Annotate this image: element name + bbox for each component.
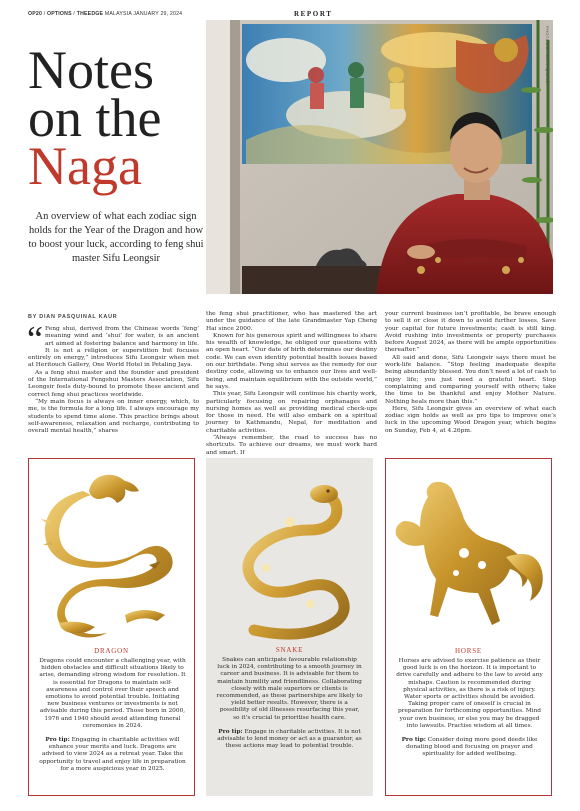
paragraph: your current business isn’t profitable, be brave enough to sell it or close it down to avoid further losses. Save your capital for future investments; cash is still king. Avoid rushing into investments or property purchases before August 2024, as there will be ample opportunities thereafter.”	[385, 311, 556, 354]
pro-tip-text: Engaging in charitable activities will enhance your merits and luck. Dragons are advised to view 2024 as a retreat year. Take the opportunity to travel and enjoy life in preparation for a more auspicious year in 2025.	[39, 737, 186, 772]
pro-tip-text: Engage in charitable activities. It is not advisable to lend money or act as a guarantor, as these actions may lead to potential trouble.	[217, 728, 362, 750]
pro-tip-label: Pro tip:	[218, 728, 243, 735]
zodiac-title: DRAGON	[94, 647, 129, 655]
zodiac-title: HORSE	[455, 647, 482, 655]
folio-separator: /	[42, 11, 48, 17]
pro-tip	[216, 729, 363, 751]
paragraph: All said and done, Sifu Leongsir says there must be work-life balance. “Stop feeling inadequate despite being abundantly blessed. You don’t need a lot of cash to enjoy life; you just need a grateful heart. Stop complaining and comparing yourself with others; take the time to be thankful and enjoy Mother Nature. Nothing heals more than this.”	[385, 354, 556, 405]
zodiac-forecast: Dragons could encounter a challenging year, with hidden obstacles and difficult situations likely to arise, demanding strong wisdom for resolution. It is essential for Dragons to maintain self-awareness and control over their speech and emotions to avoid potential trouble. Initiating new business ventures or investments is not advisable during this period. Those born in 2000, 1976 and 1940 should avoid attending funeral ceremonies in 2024.	[39, 658, 186, 729]
zodiac-panel-dragon	[28, 458, 195, 796]
paragraph: “My main focus is always on inner energy, which, to me, is the formula for a long life. I always encourage my students to spend time alone. This practice brings about self-awareness, relaxation and recharge, contributing to overall mental health,” shares	[28, 398, 199, 435]
page-header	[28, 8, 552, 20]
pro-tip-label: Pro tip:	[45, 737, 70, 744]
lead-photo	[206, 20, 553, 294]
zodiac-panel-snake	[206, 458, 373, 796]
paragraph: This year, Sifu Leongsir will continue his charity work, particularly focusing on repairing orphanages and nursing homes as well as providing medical check-ups for those in need. He will also embark on a spiritual journey to Kathmandu, Nepal, for meditation and charitable activities.	[206, 391, 377, 434]
section-label: OPTIONS	[47, 11, 72, 17]
portrait-illustration	[206, 20, 553, 294]
edition-label: MALAYSIA	[104, 11, 132, 17]
folio-separator: /	[71, 11, 77, 17]
folio	[28, 11, 182, 17]
pro-tip	[39, 737, 186, 773]
body-column-3	[385, 311, 556, 435]
section-heading: REPORT	[294, 10, 333, 18]
zodiac-description	[39, 658, 186, 773]
paragraph: As a feng shui master and the founder and president of the International Fengshui Masters Association, Sifu Leongsir feels duty-bound to promote these ancient and correct feng shui practices worldwide.	[28, 369, 199, 398]
page-number: OP20	[28, 11, 43, 17]
quote-mark-icon: “	[27, 319, 43, 359]
photo-credit: PHOTOS BY SHAFIQ ZAIDI	[545, 26, 550, 86]
headline	[28, 40, 204, 196]
horse-icon	[386, 465, 550, 641]
pro-tip-text: Consider doing more good deeds like donating blood and focusing on prayer and spirituality for added wellbeing.	[406, 737, 538, 758]
zodiac-forecast: Horses are advised to exercise patience as their good luck is on the horizon. It is important to drive carefully and adhere to the law to avoid any mishaps. Caution is recommended during physical activities, as there is a risk of injury. Water sports or activities should be avoided. Taking proper care of oneself is crucial in preparation for forthcoming opportunities. Mind your own business, or else you may be dragged into lawsuits. Practise wisdom at all times.	[396, 658, 543, 729]
standfirst: An overview of what each zodiac sign holds for the Year of the Dragon and how to boost your luck, according to feng shui master Sifu Leongsir	[28, 211, 204, 264]
paragraph: Known for his generous spirit and willingness to share his wealth of knowledge, he obliged our questions with an open heart. “Our date of birth determines our destiny code. We can even identify potential health issues based on our birthdate. Feng shui serves as the remedy for our destiny code, allowing us to enhance our lives and well-being, and maintain equilibrium with the outside world,” he says.	[206, 332, 377, 390]
headline-line-3: Naga	[28, 136, 142, 196]
byline: BY DIAN PASQUINAL KAUR	[28, 314, 118, 320]
zodiac-title: SNAKE	[275, 646, 304, 654]
snake-icon	[206, 464, 373, 640]
headline-line-2: on the	[28, 88, 162, 148]
issue-date: JANUARY 29, 2024	[133, 11, 183, 17]
paragraph: Feng shui, derived from the Chinese words ‘feng’ meaning wind and ‘shui’ for water, is an ancient art aimed at fostering balance and harmony in life. It is not a religion or superstition but focuses entirely on energy,” introduces Sifu Leongsir when met at Heritouch Gallery, One World Hotel in Petaling Jaya.	[28, 326, 199, 369]
paragraph: Here, Sifu Leongsir gives an overview of what each zodiac sign holds as well as pro tips to improve one’s luck in the upcoming Wood Dragon year, which begins on Sunday, Feb 4, at 4.26pm.	[385, 405, 556, 434]
zodiac-forecast: Snakes can anticipate favourable relationship luck in 2024, contributing to a smooth journey in career and business. It is advisable for them to maintain humility and friendliness. Collaborating closely with male superiors or clients is recommended, as these partnerships are likely to yield better results. However, there is a possibility of old illnesses resurfacing this year, so it’s crucial to prioritise health care.	[216, 657, 363, 721]
paragraph: “Always remember, the road to success has no shortcuts. To achieve our dreams, we must work hard and smart. If	[206, 435, 377, 456]
body-column-2	[206, 311, 377, 457]
headline-line-1: Notes	[28, 40, 154, 100]
pro-tip-label: Pro tip:	[401, 737, 426, 744]
body-column-1	[27, 319, 199, 435]
pro-tip	[396, 737, 543, 759]
dragon-icon	[29, 465, 193, 641]
zodiac-description	[216, 657, 363, 750]
publication-name: THEEDGE	[76, 11, 104, 17]
zodiac-panel-horse	[385, 458, 552, 796]
paragraph: the feng shui practitioner, who has mastered the art under the guidance of the late Grandmaster Yap Cheng Hai since 2000.	[206, 311, 377, 332]
zodiac-description	[396, 658, 543, 759]
